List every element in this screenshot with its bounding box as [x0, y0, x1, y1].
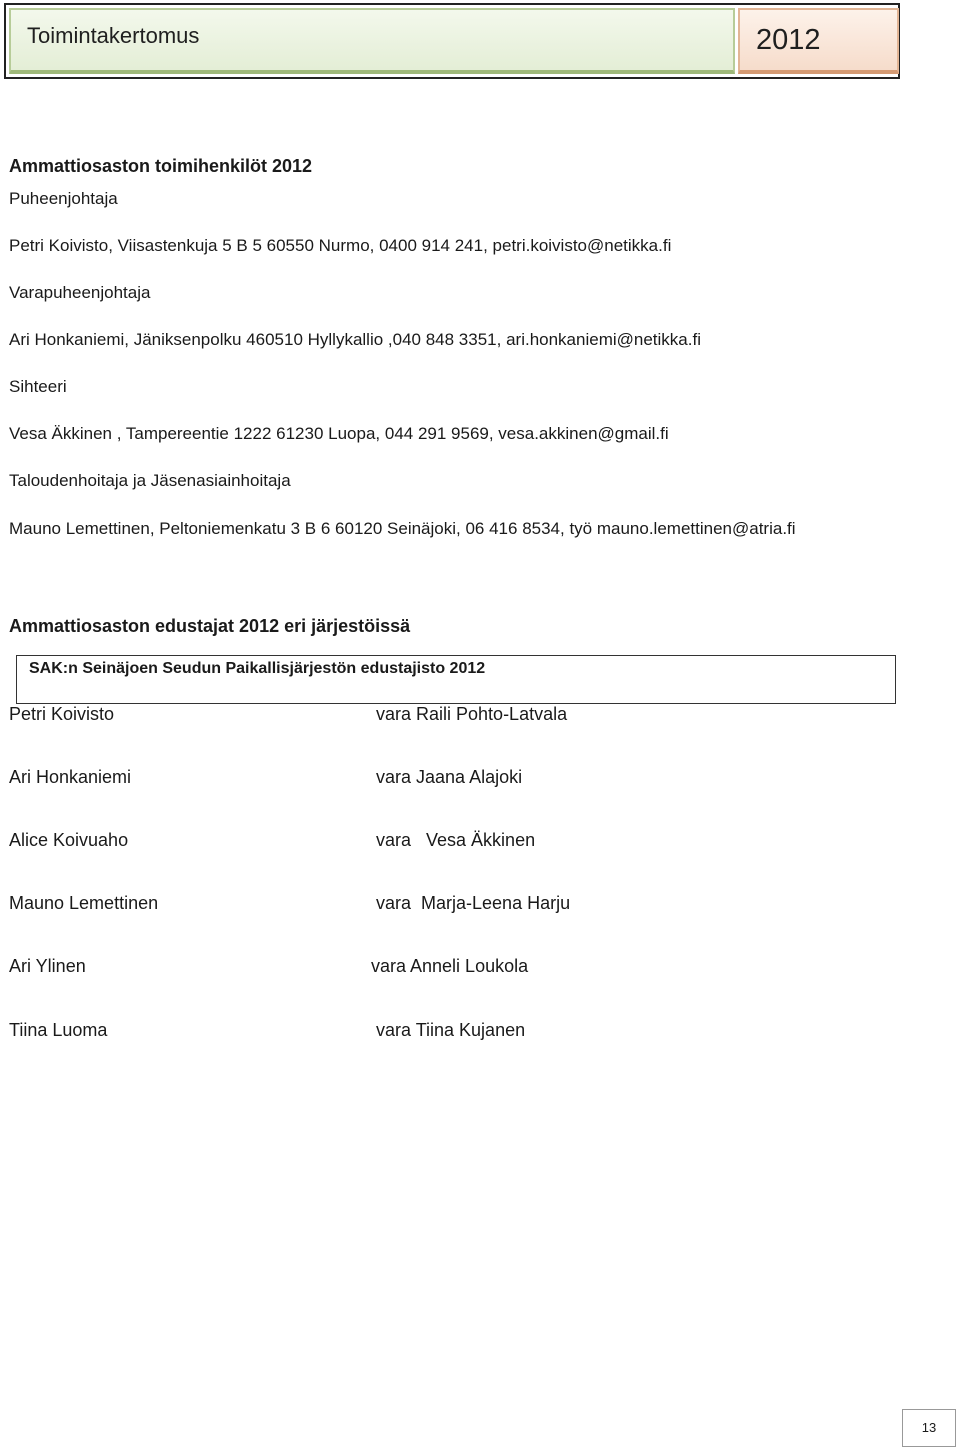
representative-row [0, 704, 960, 728]
representative-row [0, 830, 960, 854]
header-year: 2012 [756, 24, 821, 56]
role-secretary: Sihteeri [9, 377, 67, 396]
representative-row [0, 767, 960, 791]
header-title-box [9, 8, 735, 74]
representative-substitute: vara Raili Pohto-Latvala [376, 704, 568, 724]
representative-name: Ari Honkaniemi [9, 767, 132, 787]
representative-substitute: vara Marja-Leena Harju [376, 893, 571, 913]
document-header [4, 3, 900, 79]
representative-substitute: vara Vesa Äkkinen [376, 830, 536, 850]
representatives-box-label: SAK:n Seinäjoen Seudun Paikallisjärjestön edustajisto 2012 [29, 660, 486, 677]
representative-row [0, 956, 960, 980]
representatives-heading: Ammattiosaston edustajat 2012 eri järjestöissä [9, 616, 411, 636]
role-vice-chair: Varapuheenjohtaja [9, 283, 151, 302]
representative-name: Alice Koivuaho [9, 830, 129, 850]
person-vice-chair: Ari Honkaniemi, Jäniksenpolku 460510 Hyllykallio ,040 848 3351, ari.honkaniemi@netikka.fi [9, 330, 701, 349]
role-treasurer: Taloudenhoitaja ja Jäsenasiainhoitaja [9, 471, 291, 490]
person-chair: Petri Koivisto, Viisastenkuja 5 B 5 60550 Nurmo, 0400 914 241, petri.koivisto@netikka.fi [9, 236, 672, 255]
representative-row [0, 1020, 960, 1044]
representative-substitute: vara Anneli Loukola [371, 956, 529, 976]
representative-substitute: vara Tiina Kujanen [376, 1020, 526, 1040]
officials-heading: Ammattiosaston toimihenkilöt 2012 [9, 156, 313, 176]
representative-name: Petri Koivisto [9, 704, 115, 724]
page-number: 13 [902, 1409, 956, 1447]
representative-name: Ari Ylinen [9, 956, 86, 976]
header-year-box [738, 8, 899, 74]
person-treasurer: Mauno Lemettinen, Peltoniemenkatu 3 B 6 60120 Seinäjoki, 06 416 8534, työ mauno.lemettinen@atria.fi [9, 519, 796, 538]
header-title: Toimintakertomus [27, 23, 200, 48]
role-chair: Puheenjohtaja [9, 189, 118, 208]
person-secretary: Vesa Äkkinen , Tampereentie 1222 61230 Luopa, 044 291 9569, vesa.akkinen@gmail.fi [9, 424, 669, 443]
representatives-box [16, 655, 896, 704]
representative-name: Mauno Lemettinen [9, 893, 159, 913]
representative-substitute: vara Jaana Alajoki [376, 767, 523, 787]
representative-name: Tiina Luoma [9, 1020, 108, 1040]
representative-row [0, 893, 960, 917]
